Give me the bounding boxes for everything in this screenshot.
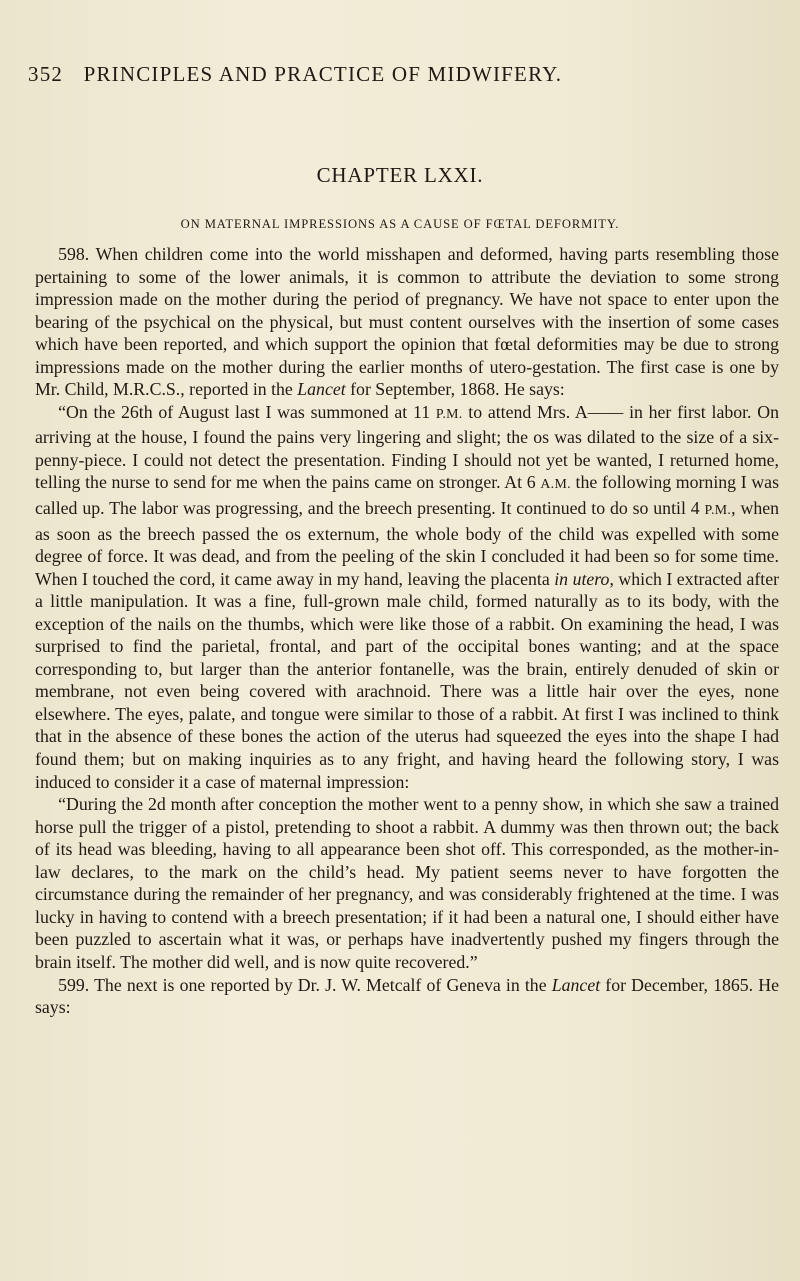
paragraph-598: [35, 243, 779, 401]
quote-text-3: the following morning I was called up. The labor was progressing, and the breech presenting. It continued to do so until 4: [35, 472, 779, 519]
paragraph-598-text-1: 598. When children come into the world misshapen and deformed, having parts resembling those pertaining to some of the lower animals, it is common to attribute the deviation to some strong impression made on the mother during the period of pregnancy. We have not space to enter upon the bearing of the psychical on the physical, but must content ourselves with the insertion of some cases which have been reported, and which support the opinion that fœtal deformities may be due to strong impressions made on the mother during the earlier months of utero-gestation. The first case is one by Mr. Child, M.R.C.S., reported in the: [35, 244, 779, 400]
body-text: [35, 243, 779, 1019]
paragraph-599: [35, 974, 779, 1019]
quote-text-4: , when as soon as the breech passed the os externum, the whole body of the child was expelled with some degree of force. It was dead, and from the peeling of the skin I concluded it had been so for some time. When I touched the cord, it came away in my hand, leaving the placenta: [35, 498, 779, 589]
chapter-subtitle: ON MATERNAL IMPRESSIONS AS A CAUSE OF FŒTAL DEFORMITY.: [180, 217, 620, 231]
quote-text-2: to attend Mrs. A—— in her first labor. On arriving at the house, I found the pains very lingering and slight; the os was dilated to the size of a six-penny-piece. I could not detect the presentation. Finding I should not yet be wanted, I returned home, telling the nurse to send for me when the pains came on stronger. At 6: [35, 401, 779, 493]
latin-term: in utero: [554, 568, 610, 589]
quote-text-1: “On the 26th of August last I was summoned at 11: [58, 401, 436, 422]
paragraph-598-text-2: for September, 1868. He says:: [345, 379, 565, 400]
chapter-heading: CHAPTER LXXI.: [316, 163, 484, 187]
journal-title-lancet: Lancet: [297, 379, 346, 400]
running-head: [28, 62, 748, 87]
journal-title-lancet-2: Lancet: [551, 974, 601, 995]
page-number: 352: [28, 62, 64, 86]
quoted-case-report: [35, 401, 779, 793]
time-abbrev-pm: P.M.: [435, 406, 463, 422]
paragraph-599-text-2: for December, 1865. He says:: [35, 974, 779, 1018]
time-abbrev-pm-2: P.M.: [704, 503, 732, 519]
paragraph-599-text-1: 599. The next is one reported by Dr. J. W. Metcalf of Geneva in the: [58, 974, 552, 995]
running-title: PRINCIPLES AND PRACTICE OF MIDWIFERY.: [83, 62, 563, 86]
quote-text-5: , which I extracted after a little manipulation. It was a fine, full-grown male child, formed naturally as to its body, with the exception of the nails on the thumbs, which were like those of a rabbit. On examining the head, I was surprised to find the parietal, frontal, and part of the occipital bones wanting; and at the space corresponding to, but larger than the anterior fontanelle, was the brain, entirely denuded of skin or membrane, not even being covered with arachnoid. There was a little hair over the eyes, none elsewhere. The eyes, palate, and tongue were similar to those of a rabbit. At first I was inclined to think that in the absence of these bones the action of the uterus had squeezed the eyes into the shape I had found them; but on making inquiries as to any fright, and having heard the following story, I was induced to consider it a case of maternal impression:: [35, 568, 780, 792]
time-abbrev-am: A.M.: [540, 477, 571, 493]
quoted-story: “During the 2d month after conception the mother went to a penny show, in which she saw a trained horse pull the trigger of a pistol, pretending to shoot a rabbit. A dummy was then thrown out; the back of its head was bleeding, having to all appearance been shot off. This corresponded, as the mother-in-law declares, to the mark on the child’s head. My patient seems never to have forgotten the circumstance during the remainder of her pregnancy, and was considerably frightened at the time. I was lucky in having to contend with a breech presentation; if it had been a natural one, I should either have been puzzled to ascertain what it was, or perhaps have inadvertently pushed my fingers through the brain itself. The mother did well, and is now quite recovered.”: [35, 794, 779, 972]
